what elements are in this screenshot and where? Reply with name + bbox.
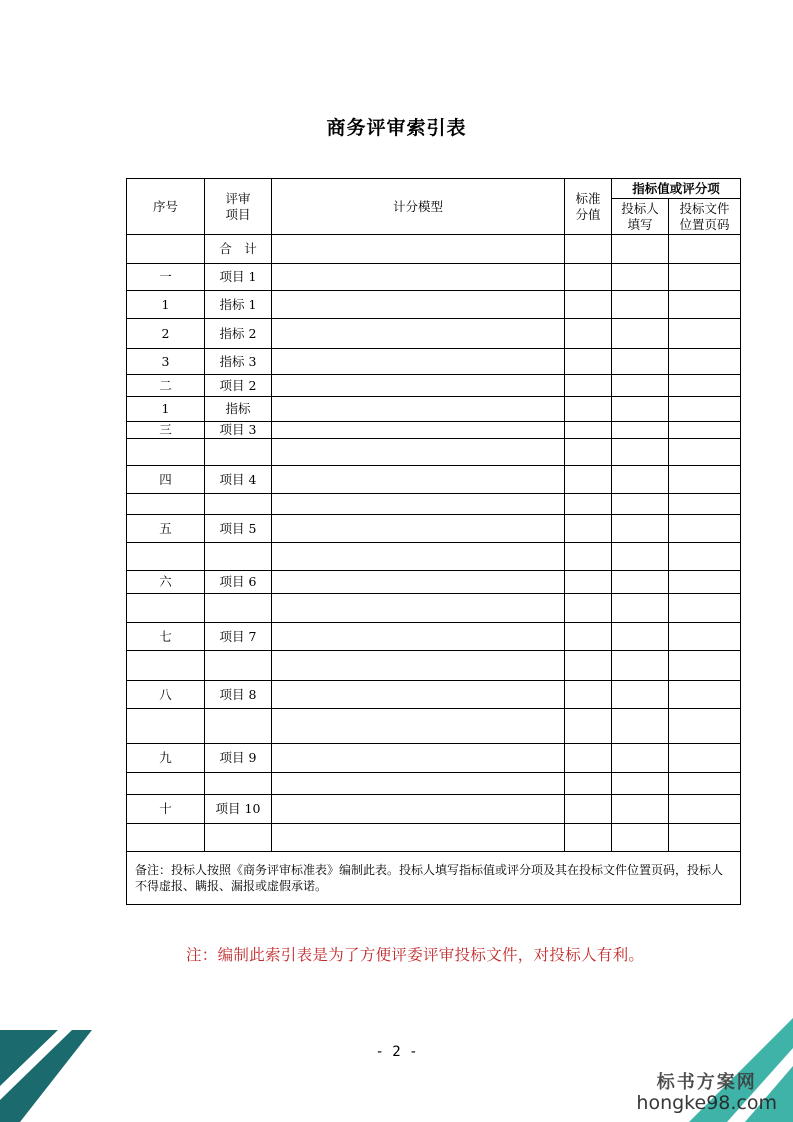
seq-cell: 三: [127, 422, 205, 439]
model-cell: [272, 466, 565, 494]
score-cell: [565, 571, 612, 594]
page-ref-cell: [669, 397, 741, 422]
page-ref-cell: [669, 375, 741, 397]
item-cell: 项目 10: [205, 795, 272, 824]
page-ref-cell: [669, 543, 741, 571]
bidder-fill-cell: [612, 543, 669, 571]
score-cell: [565, 235, 612, 264]
page-ref-cell: [669, 571, 741, 594]
model-cell: [272, 571, 565, 594]
page-ref-cell: [669, 319, 741, 349]
model-cell: [272, 824, 565, 852]
table-row: [127, 264, 741, 291]
header-seq: 序号: [127, 179, 205, 235]
page-ref-cell: [669, 681, 741, 709]
table-row: [127, 291, 741, 319]
model-cell: [272, 494, 565, 515]
header-bidder-fill: 投标人 填写: [612, 199, 669, 235]
table-row: [127, 709, 741, 744]
page-ref-cell: [669, 594, 741, 623]
seq-cell: [127, 824, 205, 852]
seq-cell: [127, 709, 205, 744]
item-cell: [205, 594, 272, 623]
watermark-logo: [636, 1068, 777, 1114]
seq-cell: [127, 651, 205, 681]
bidder-fill-cell: [612, 264, 669, 291]
table-row: [127, 744, 741, 773]
seq-cell: [127, 494, 205, 515]
score-cell: [565, 439, 612, 466]
score-cell: [565, 466, 612, 494]
page-ref-cell: [669, 439, 741, 466]
seq-cell: [127, 439, 205, 466]
table-row: [127, 651, 741, 681]
table-row: [127, 466, 741, 494]
page-ref-cell: [669, 709, 741, 744]
bidder-fill-cell: [612, 494, 669, 515]
model-cell: [272, 291, 565, 319]
page-number: - 2 -: [375, 1044, 418, 1060]
table-row: [127, 623, 741, 651]
seq-cell: 二: [127, 375, 205, 397]
bidder-fill-cell: [612, 681, 669, 709]
page-ref-cell: [669, 349, 741, 375]
seq-cell: 九: [127, 744, 205, 773]
page-ref-cell: [669, 795, 741, 824]
score-cell: [565, 422, 612, 439]
header-page-ref: 投标文件 位置页码: [669, 199, 741, 235]
item-cell: 项目 7: [205, 623, 272, 651]
model-cell: [272, 235, 565, 264]
seq-cell: 一: [127, 264, 205, 291]
item-cell: 项目 3: [205, 422, 272, 439]
score-cell: [565, 623, 612, 651]
item-cell: [205, 651, 272, 681]
score-cell: [565, 651, 612, 681]
score-cell: [565, 773, 612, 795]
bidder-fill-cell: [612, 439, 669, 466]
table-row: [127, 543, 741, 571]
model-cell: [272, 773, 565, 795]
score-cell: [565, 795, 612, 824]
seq-cell: [127, 594, 205, 623]
table-row: [127, 349, 741, 375]
table-row: [127, 494, 741, 515]
seq-cell: 1: [127, 397, 205, 422]
table-row: [127, 824, 741, 852]
model-cell: [272, 515, 565, 543]
score-cell: [565, 264, 612, 291]
page-ref-cell: [669, 651, 741, 681]
score-cell: [565, 494, 612, 515]
bidder-fill-cell: [612, 349, 669, 375]
page-ref-cell: [669, 824, 741, 852]
item-cell: 项目 9: [205, 744, 272, 773]
model-cell: [272, 681, 565, 709]
item-cell: 项目 1: [205, 264, 272, 291]
model-cell: [272, 795, 565, 824]
item-cell: [205, 494, 272, 515]
item-cell: 指标 2: [205, 319, 272, 349]
table-row: [127, 571, 741, 594]
page-ref-cell: [669, 494, 741, 515]
bidder-fill-cell: [612, 571, 669, 594]
document-title: 商务评审索引表: [326, 117, 467, 139]
bidder-fill-cell: [612, 397, 669, 422]
bidder-fill-cell: [612, 623, 669, 651]
table-row: [127, 397, 741, 422]
table-body: [127, 235, 741, 852]
seq-cell: [127, 235, 205, 264]
score-cell: [565, 744, 612, 773]
item-cell: 项目 2: [205, 375, 272, 397]
model-cell: [272, 439, 565, 466]
model-cell: [272, 651, 565, 681]
bidder-fill-cell: [612, 422, 669, 439]
table-row: [127, 594, 741, 623]
page-ref-cell: [669, 773, 741, 795]
model-cell: [272, 623, 565, 651]
item-cell: 指标 3: [205, 349, 272, 375]
bidder-fill-cell: [612, 466, 669, 494]
item-cell: [205, 824, 272, 852]
page-ref-cell: [669, 515, 741, 543]
bidder-fill-cell: [612, 594, 669, 623]
seq-cell: 1: [127, 291, 205, 319]
table-row: [127, 319, 741, 349]
table-row: [127, 681, 741, 709]
item-cell: 项目 6: [205, 571, 272, 594]
header-scoring-model: 计分模型: [272, 179, 565, 235]
bidder-fill-cell: [612, 319, 669, 349]
score-cell: [565, 681, 612, 709]
item-cell: [205, 709, 272, 744]
item-cell: 指标 1: [205, 291, 272, 319]
page-ref-cell: [669, 466, 741, 494]
model-cell: [272, 397, 565, 422]
item-cell: 项目 4: [205, 466, 272, 494]
table-row: [127, 773, 741, 795]
item-cell: 合 计: [205, 235, 272, 264]
table-row: [127, 439, 741, 466]
model-cell: [272, 422, 565, 439]
score-cell: [565, 824, 612, 852]
model-cell: [272, 744, 565, 773]
table-note: 备注：投标人按照《商务评审标准表》编制此表。投标人填写指标值或评分项及其在投标文件位置页码，投标人不得虚报、瞒报、漏报或虚假承诺。: [127, 852, 741, 905]
item-cell: 项目 8: [205, 681, 272, 709]
page-ref-cell: [669, 422, 741, 439]
item-cell: 项目 5: [205, 515, 272, 543]
table-row: [127, 235, 741, 264]
bidder-fill-cell: [612, 651, 669, 681]
item-cell: [205, 773, 272, 795]
score-cell: [565, 397, 612, 422]
model-cell: [272, 319, 565, 349]
page-ref-cell: [669, 235, 741, 264]
page-ref-cell: [669, 623, 741, 651]
bidder-fill-cell: [612, 515, 669, 543]
seq-cell: 五: [127, 515, 205, 543]
model-cell: [272, 543, 565, 571]
watermark-en: hongke98.com: [636, 1092, 777, 1114]
page-ref-cell: [669, 291, 741, 319]
seq-cell: 3: [127, 349, 205, 375]
seq-cell: [127, 543, 205, 571]
bidder-fill-cell: [612, 824, 669, 852]
item-cell: [205, 543, 272, 571]
item-cell: 指标: [205, 397, 272, 422]
table-row: [127, 515, 741, 543]
page-ref-cell: [669, 264, 741, 291]
table-row: [127, 795, 741, 824]
model-cell: [272, 264, 565, 291]
business-review-index-table: [126, 178, 741, 905]
seq-cell: [127, 773, 205, 795]
header-standard-score: 标准 分值: [565, 179, 612, 235]
score-cell: [565, 291, 612, 319]
item-cell: [205, 439, 272, 466]
bidder-fill-cell: [612, 773, 669, 795]
score-cell: [565, 349, 612, 375]
bidder-fill-cell: [612, 375, 669, 397]
corner-decoration-left: [0, 1030, 100, 1122]
bidder-fill-cell: [612, 235, 669, 264]
score-cell: [565, 515, 612, 543]
seq-cell: 四: [127, 466, 205, 494]
bidder-fill-cell: [612, 795, 669, 824]
model-cell: [272, 375, 565, 397]
model-cell: [272, 349, 565, 375]
score-cell: [565, 375, 612, 397]
bidder-fill-cell: [612, 291, 669, 319]
seq-cell: 十: [127, 795, 205, 824]
seq-cell: 2: [127, 319, 205, 349]
model-cell: [272, 709, 565, 744]
table-row: [127, 422, 741, 439]
seq-cell: 六: [127, 571, 205, 594]
page-ref-cell: [669, 744, 741, 773]
header-review-item: 评审 项目: [205, 179, 272, 235]
header-indicator-group: 指标值或评分项: [612, 179, 741, 199]
score-cell: [565, 319, 612, 349]
model-cell: [272, 594, 565, 623]
bidder-fill-cell: [612, 709, 669, 744]
score-cell: [565, 594, 612, 623]
footnote-red: 注：编制此索引表是为了方便评委评审投标文件，对投标人有利。: [186, 946, 645, 964]
watermark-cn: 标书方案网: [656, 1072, 757, 1093]
seq-cell: 七: [127, 623, 205, 651]
seq-cell: 八: [127, 681, 205, 709]
score-cell: [565, 709, 612, 744]
score-cell: [565, 543, 612, 571]
table-row: [127, 375, 741, 397]
bidder-fill-cell: [612, 744, 669, 773]
